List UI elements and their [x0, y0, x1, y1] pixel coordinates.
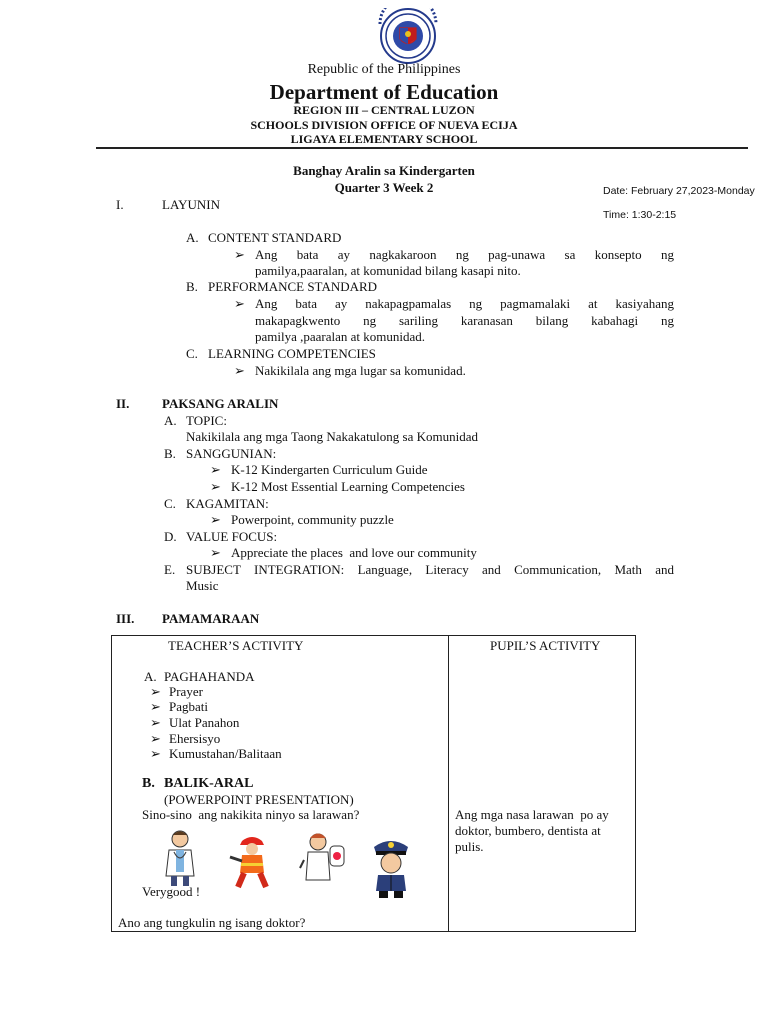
- section2-c-letter: C.: [164, 496, 176, 511]
- sanggunian-item: K-12 Kindergarten Curriculum Guide: [231, 462, 428, 477]
- topic-title: TOPIC:: [186, 413, 227, 428]
- firefighter-icon: [226, 833, 278, 889]
- performance-standard-line2: makapagkwento ng sariling karanasan bilang kabahagi ng: [255, 313, 674, 328]
- balik-aral-question: Sino-sino ang nakikita ninyo sa larawan?: [142, 807, 360, 822]
- bullet-arrow-icon: ➢: [150, 715, 161, 730]
- bullet-arrow-icon: ➢: [210, 545, 221, 560]
- value-focus-title: VALUE FOCUS:: [186, 529, 278, 544]
- pupil-answer-line2: doktor, bumbero, dentista at: [455, 823, 601, 838]
- verygood-text: Verygood !: [142, 884, 201, 899]
- section1-c-letter: C.: [186, 346, 198, 361]
- subject-integration-line1: SUBJECT INTEGRATION: Language, Literacy and Communication, Math and: [186, 562, 674, 577]
- bullet-arrow-icon: ➢: [210, 479, 221, 494]
- police-icon: [368, 835, 414, 899]
- balik-aral-title: BALIK-ARAL: [164, 776, 254, 791]
- bullet-arrow-icon: ➢: [210, 512, 221, 527]
- content-standard-title: CONTENT STANDARD: [208, 230, 342, 245]
- paghahanda-item: Kumustahan/Balitaan: [169, 746, 282, 761]
- pupil-activity-header: PUPIL’S ACTIVITY: [490, 638, 601, 653]
- plan-quarter: Quarter 3 Week 2: [334, 180, 434, 195]
- paghahanda-item: Ehersisyo: [169, 731, 221, 746]
- learning-competencies-item: Nakikilala ang mga lugar sa komunidad.: [255, 363, 466, 378]
- plan-date: Date: February 27,2023-Monday: [603, 185, 755, 197]
- performance-standard-line3: pamilya ,paaralan at komunidad.: [255, 329, 426, 344]
- bullet-arrow-icon: ➢: [150, 684, 161, 699]
- bullet-arrow-icon: ➢: [234, 296, 245, 311]
- header-department: Department of Education: [269, 80, 499, 104]
- balik-aral-letter: B.: [142, 776, 155, 791]
- section1-title: LAYUNIN: [162, 197, 221, 212]
- pupil-answer-line1: Ang mga nasa larawan po ay: [455, 807, 609, 822]
- subject-integration-line2: Music: [186, 578, 219, 593]
- header-region: REGION III – CENTRAL LUZON: [293, 103, 475, 117]
- bullet-arrow-icon: ➢: [234, 247, 245, 262]
- header-school: LIGAYA ELEMENTARY SCHOOL: [290, 132, 478, 146]
- section3-number: III.: [116, 611, 135, 626]
- sanggunian-item: K-12 Most Essential Learning Competencies: [231, 479, 465, 494]
- section1-b-letter: B.: [186, 279, 198, 294]
- header-divider: [96, 147, 748, 149]
- teacher-activity-header: TEACHER’S ACTIVITY: [168, 638, 304, 653]
- plan-title: Banghay Aralin sa Kindergarten: [293, 163, 475, 178]
- content-standard-line1: Ang bata ay nagkakaroon ng pag-unawa sa konsepto ng: [255, 247, 674, 262]
- sanggunian-title: SANGGUNIAN:: [186, 446, 277, 461]
- bullet-arrow-icon: ➢: [210, 462, 221, 477]
- bullet-arrow-icon: ➢: [150, 699, 161, 714]
- bullet-arrow-icon: ➢: [150, 746, 161, 761]
- bullet-arrow-icon: ➢: [150, 731, 161, 746]
- pupil-answer-line3: pulis.: [455, 839, 484, 854]
- section1-a-letter: A.: [186, 230, 199, 245]
- section1-number: I.: [116, 197, 124, 212]
- paghahanda-title: PAGHAHANDA: [164, 669, 255, 684]
- section2-a-letter: A.: [164, 413, 177, 428]
- section2-title: PAKSANG ARALIN: [162, 396, 279, 411]
- section3-title: PAMAMARAAN: [162, 611, 260, 626]
- paghahanda-item: Prayer: [169, 684, 203, 699]
- paghahanda-item: Ulat Panahon: [169, 715, 240, 730]
- activity-table-pupil-column: [448, 635, 636, 932]
- header-division: SCHOOLS DIVISION OFFICE OF NUEVA ECIJA: [250, 118, 518, 132]
- learning-competencies-title: LEARNING COMPETENCIES: [208, 346, 376, 361]
- performance-standard-title: PERFORMANCE STANDARD: [208, 279, 378, 294]
- section2-number: II.: [116, 396, 130, 411]
- balik-aral-subtitle: (POWERPOINT PRESENTATION): [164, 792, 354, 807]
- deped-seal-icon: [370, 8, 446, 64]
- plan-time: Time: 1:30-2:15: [603, 209, 677, 221]
- dentist-icon: [298, 830, 352, 888]
- section2-b-letter: B.: [164, 446, 176, 461]
- section2-e-letter: E.: [164, 562, 176, 577]
- bullet-arrow-icon: ➢: [234, 363, 245, 378]
- performance-standard-line1: Ang bata ay nakapagpamalas ng pagmamalaki at kasiyahang: [255, 296, 674, 311]
- kagamitan-title: KAGAMITAN:: [186, 496, 269, 511]
- kagamitan-item: Powerpoint, community puzzle: [231, 512, 394, 527]
- content-standard-line2: pamilya,paaralan, at komunidad bilang kasapi nito.: [255, 263, 521, 278]
- doctor-icon: [152, 828, 208, 888]
- paghahanda-letter: A.: [144, 669, 157, 684]
- paghahanda-item: Pagbati: [169, 699, 208, 714]
- header-country: Republic of the Philippines: [307, 62, 461, 77]
- balik-aral-question2: Ano ang tungkulin ng isang doktor?: [118, 915, 306, 930]
- topic-text: Nakikilala ang mga Taong Nakakatulong sa Komunidad: [186, 429, 478, 444]
- value-focus-item: Appreciate the places and love our community: [231, 545, 477, 560]
- section2-d-letter: D.: [164, 529, 177, 544]
